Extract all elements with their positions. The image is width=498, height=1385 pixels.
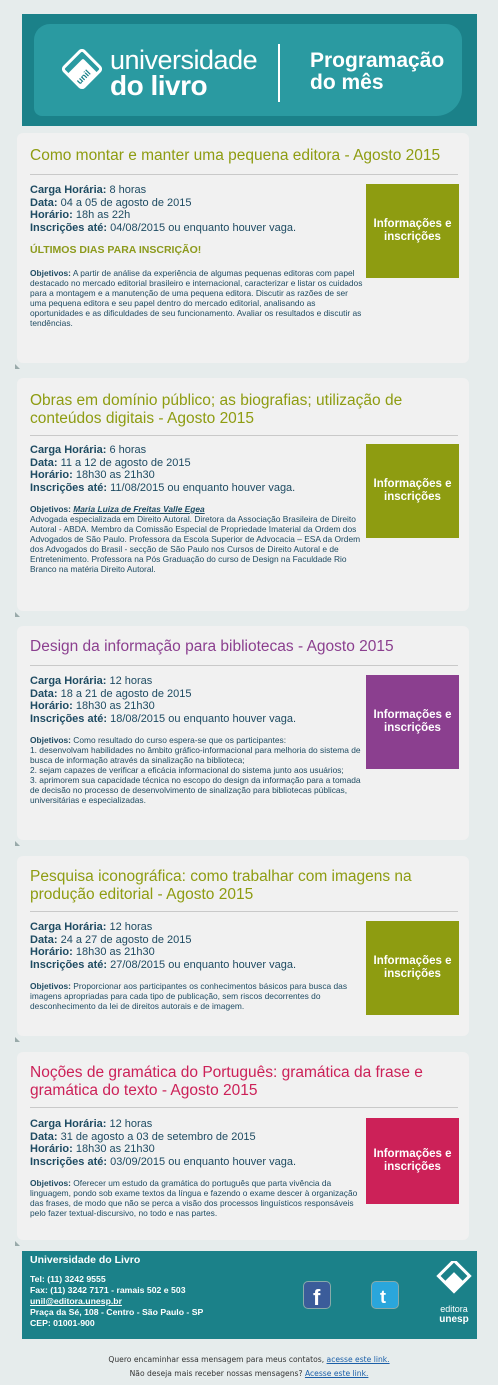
unil-logo-text: unil (74, 67, 93, 87)
divider (30, 435, 458, 436)
hours-value: 12 horas (109, 921, 153, 933)
course-meta: Carga Horária: 12 horas Data: 18 a 21 de agosto de 2015 Horário: 18h30 as 21h30 Inscrições até: 18/08/2015 ou enquanto houver vaga. (30, 675, 297, 725)
time-value: 18h30 as 21h30 (75, 946, 155, 958)
date-value: 18 a 21 de agosto de 2015 (60, 687, 192, 700)
course-objectives: Objetivos: Maria Luiza de Freitas Valle Egea Advogada especializada em Direito Autoral. Diretora da Associação Brasileira de Direito Autoral - ABDA. Membro da Comissão Especial de Propriedade Imaterial da Ordem dos Advogados de São Paulo. Professora da Escola Superior de Advocacia – ESA da Ordem dos Advogados do Brasil - secção de São Paulo nos Cursos de Direito Autoral e de Entretenimento. Professora na Pós Graduação do curso de Design na Faculdade Rio Branco na matéria Direito Autoral. (30, 504, 361, 574)
forward-line: Quero encaminhar essa mensagem para meus contatos, acesse este link. (108, 1355, 390, 1364)
hours-value: 8 horas (109, 184, 147, 196)
date-value: 11 a 12 de agosto de 2015 (60, 456, 191, 469)
editora-text: editora (440, 1304, 468, 1314)
course-meta: Carga Horária: 12 horas Data: 24 a 27 de agosto de 2015 Horário: 18h30 as 21h30 Inscrições até: 27/08/2015 ou enquanto houver vaga. (30, 921, 297, 971)
course-card-1 (17, 133, 469, 363)
course-card-3 (17, 626, 469, 840)
svg-text:t: t (380, 1287, 386, 1307)
course-meta: Carga Horária: 12 horas Data: 31 de agosto a 03 de setembro de 2015 Horário: 18h30 as 21h30 Inscrições até: 03/09/2015 ou enquanto houver vaga. (30, 1118, 297, 1168)
time-value: 18h30 as 21h30 (75, 469, 155, 481)
hours-value: 6 horas (109, 444, 147, 456)
footer-phone: Tel: (11) 3242 9555 (30, 1274, 106, 1284)
svg-text:f: f (313, 1285, 321, 1308)
course-card-2 (17, 378, 469, 611)
footer-org-name: Universidade do Livro (30, 1254, 141, 1266)
info-signup-button[interactable]: Informações e inscrições (366, 921, 459, 1015)
footer-email-link[interactable]: unil@editora.unesp.br (30, 1296, 122, 1306)
header-title-line-2: do mês (310, 71, 384, 94)
divider (30, 911, 458, 912)
footer-cep: CEP: 01001-900 (30, 1318, 95, 1328)
course-objectives: Objetivos: Como resultado do curso espera-se que os participantes: 1. desenvolvam habilidades no âmbito gráfico-informacional para melhoria do sistema de busca de informação através da sinalização na biblioteca; 2. sejam capazes de verificar a eficácia informacional do sistema junto aos usuários; 3. aprimorem sua capacidade técnica no escopo do design da informação para a tomada de decisão no processo de desenvolvimento de sinalização para bibliotecas públicas, universitárias e especializadas. (30, 735, 361, 805)
header-title-line-1: Programação (310, 49, 445, 72)
unsubscribe-link[interactable]: Acesse este link. (304, 1369, 369, 1378)
course-objectives: Objetivos: Proporcionar aos participantes os conhecimentos básicos para busca das imagens apropriadas para cada tipo de publicação, sem riscos decorrentes do desconhecimento da lei de direitos autorais e de imagem. (30, 981, 348, 1011)
info-signup-button[interactable]: Informações e inscrições (366, 675, 459, 769)
brand-line-1: universidade (110, 45, 258, 75)
unsubscribe-line: Não deseja mais receber nossas mensagens? Acesse este link. (129, 1369, 369, 1378)
course-title: Pesquisa iconográfica: como trabalhar com imagens na produção editorial - Agosto 2015 (30, 868, 412, 903)
course-objectives: Objetivos: Oferecer um estudo da gramática do português que parta vivência da linguagem, pondo sob exame textos da língua e fazendo o exame descer à organização das frases, de modo que não se perca a visão dos processos linguísticos responsáveis pelo fazer textual-discursivo, no todo e nas partes. (30, 1178, 358, 1218)
divider (30, 1107, 458, 1108)
course-title: Obras em domínio público; as biografias; utilização de conteúdos digitais - Agosto 2015 (30, 392, 403, 427)
forward-link[interactable]: acesse este link. (326, 1355, 390, 1364)
facebook-icon[interactable] (303, 1281, 331, 1309)
header-divider (278, 44, 280, 102)
footer-address: Praça da Sé, 108 - Centro - São Paulo - SP (30, 1307, 204, 1317)
deadline-value: 11/08/2015 ou enquanto houver vaga. (110, 481, 296, 494)
footer (22, 1251, 477, 1339)
twitter-icon[interactable] (371, 1281, 399, 1309)
editora-unesp-logo (435, 1261, 473, 1327)
info-signup-button[interactable]: Informações e inscrições (366, 1118, 459, 1204)
deadline-value: 18/08/2015 ou enquanto houver vaga. (110, 712, 297, 725)
divider (30, 665, 458, 666)
course-meta: Carga Horária: 6 horas Data: 11 a 12 de agosto de 2015 Horário: 18h30 as 21h30 Inscrições até: 11/08/2015 ou enquanto houver vaga. (30, 444, 296, 494)
unil-logo-icon (62, 49, 102, 93)
editora-unesp-logo-icon (435, 1261, 473, 1299)
time-value: 18h30 as 21h30 (75, 700, 155, 712)
course-meta: Carga Horária: 8 horas Data: 04 a 05 de agosto de 2015 Horário: 18h as 22h Inscrições até: 04/08/2015 ou enquanto houver vaga. (30, 184, 297, 234)
date-value: 31 de agosto a 03 de setembro de 2015 (60, 1130, 256, 1143)
time-value: 18h30 as 21h30 (75, 1143, 155, 1155)
hours-value: 12 horas (109, 1118, 153, 1130)
deadline-value: 27/08/2015 ou enquanto houver vaga. (110, 958, 297, 971)
course-card-4 (17, 856, 469, 1036)
deadline-value: 03/09/2015 ou enquanto houver vaga. (110, 1155, 297, 1168)
course-objectives: Objetivos: A partir de análise da experiência de algumas pequenas editoras com papel destacado no mercado editorial brasileiro e internacional, caracterizar e listar os cuidados para a montagem e a manutenção de uma pequena editora. Discutir as razões de ser uma pequena editora e seu papel dentro do mercado editorial, analisando as oportunidades e as dificuldades de seu funcionamento. Avaliar os resultados e discutir as tendências. (30, 268, 363, 328)
course-card-5 (17, 1052, 469, 1240)
unesp-text: unesp (439, 1314, 469, 1325)
time-value: 18h as 22h (75, 209, 131, 221)
course-title: Como montar e manter uma pequena editora - Agosto 2015 (30, 147, 441, 164)
deadline-value: 04/08/2015 ou enquanto houver vaga. (110, 221, 297, 234)
hours-value: 12 horas (109, 675, 153, 687)
course-title: Design da informação para bibliotecas - Agosto 2015 (30, 638, 394, 655)
urgent-notice: ÚLTIMOS DIAS PARA INSCRIÇÃO! (30, 244, 202, 256)
teacher-link[interactable]: Maria Luiza de Freitas Valle Egea (73, 504, 205, 514)
header-banner (22, 14, 477, 126)
info-signup-button[interactable]: Informações e inscrições (366, 444, 459, 538)
course-title: Noções de gramática do Português: gramática da frase e gramática do texto - Agosto 2015 (30, 1064, 423, 1099)
divider (30, 174, 458, 175)
date-value: 04 a 05 de agosto de 2015 (60, 196, 192, 209)
header-title (310, 50, 444, 94)
date-value: 24 a 27 de agosto de 2015 (60, 933, 192, 946)
footer-fax: Fax: (11) 3242 7171 - ramais 502 e 503 (30, 1285, 186, 1295)
info-signup-button[interactable]: Informações e inscrições (366, 184, 459, 278)
brand-line-2: do livro (110, 70, 208, 101)
